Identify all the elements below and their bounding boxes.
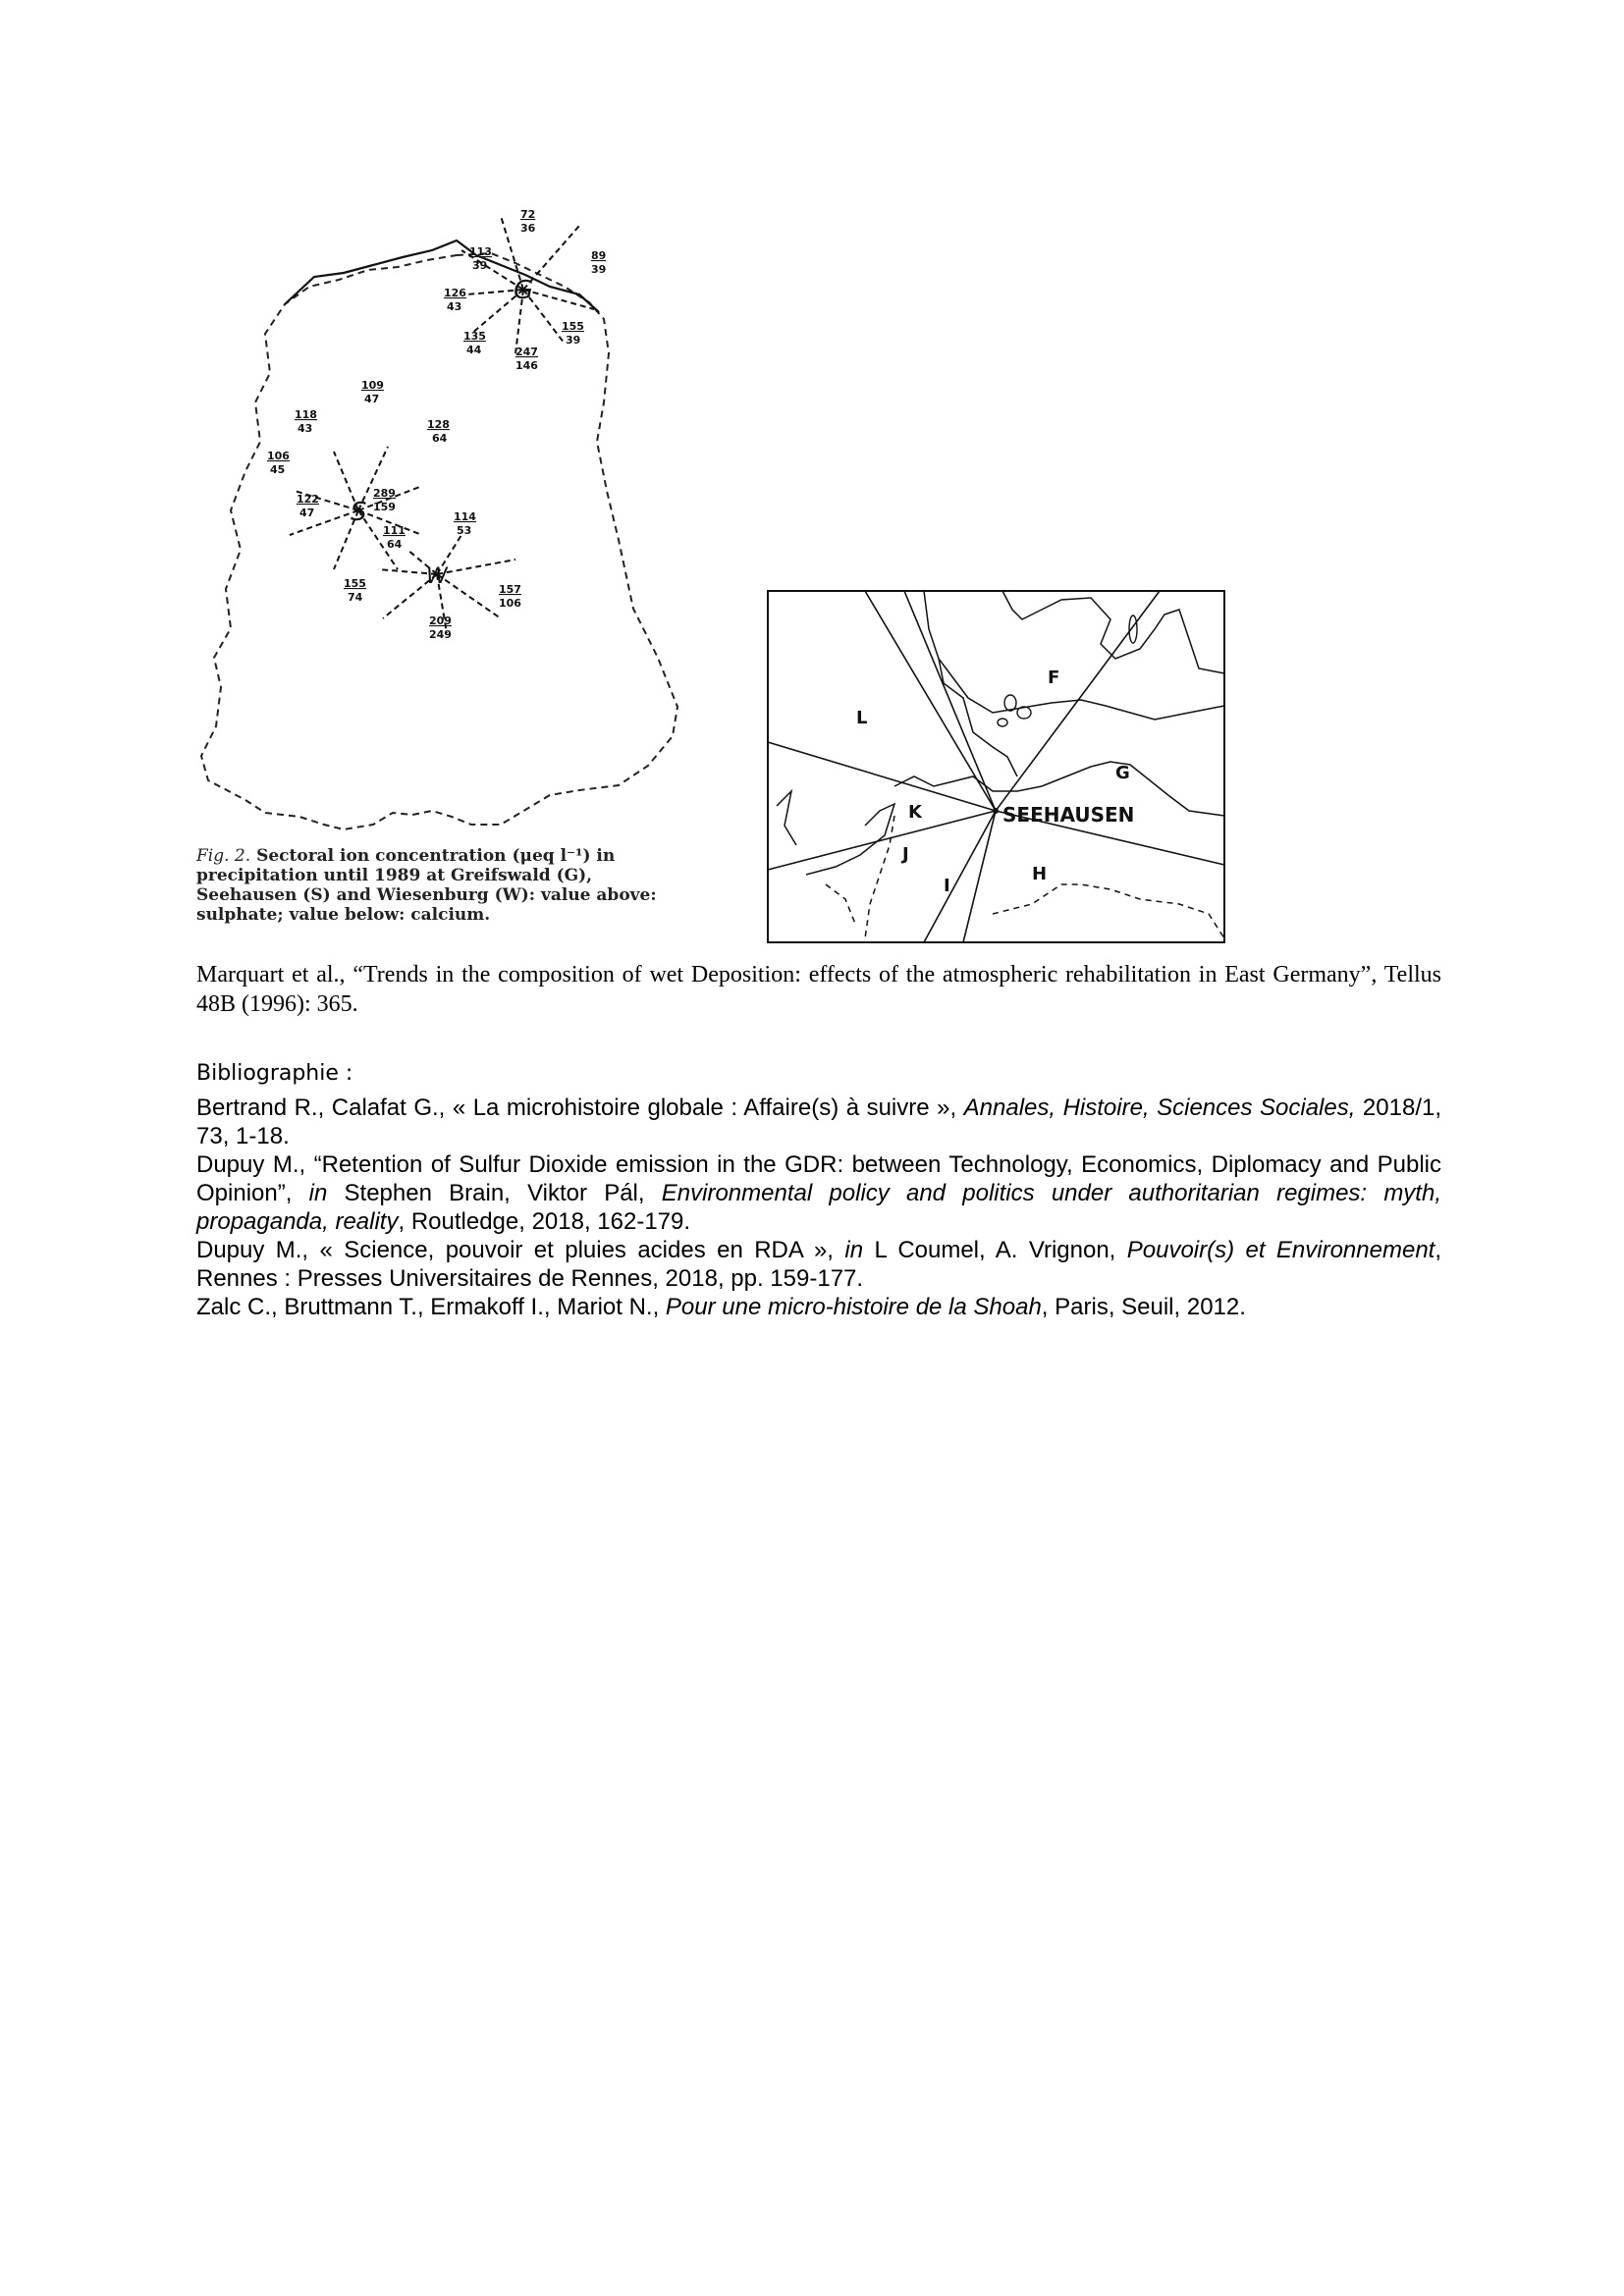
w-value-above: 155: [344, 577, 366, 590]
w-value-below: 64: [387, 538, 403, 551]
sector-map-figure: [187, 196, 717, 849]
w-value-below: 53: [457, 524, 472, 537]
bibliography-entry: [196, 1094, 1441, 1150]
map-frame: [768, 591, 1224, 942]
station-letter-g: G: [514, 276, 534, 305]
bibliography-entry: [196, 1236, 1441, 1293]
entry-text: L Coumel, A. Vrignon,: [863, 1237, 1127, 1263]
entry-text: Dupuy M., “Retention of Sulfur Dioxide emission in the GDR: between Technology, Economics, Diplomacy and Public Opinion”,: [196, 1151, 1441, 1206]
sector-letter-k: K: [908, 802, 922, 823]
entry-text: , Paris, Seuil, 2012.: [1041, 1294, 1246, 1320]
seehausen-sector-map: [767, 590, 1225, 943]
g-value-below: 39: [566, 334, 581, 347]
figure-caption: [196, 846, 687, 925]
s-value-below: 47: [364, 393, 380, 405]
s-value-below: 45: [270, 463, 286, 476]
s-value-above: 106: [267, 450, 290, 462]
entry-title: Pouvoir(s) et Environnement: [1126, 1237, 1435, 1263]
country-border: [201, 253, 677, 829]
entry-text: , Routledge, 2018, 162-179.: [398, 1208, 691, 1235]
s-value-above: 122: [297, 493, 319, 506]
w-value-above: 111: [383, 524, 406, 537]
g-value-above: 135: [463, 330, 486, 343]
entry-text: Dupuy M., « Science, pouvoir et pluies acides en RDA »,: [196, 1237, 845, 1263]
sector-letter-l: L: [856, 708, 868, 728]
g-value-above: 89: [591, 249, 607, 262]
bibliography-entry: [196, 1150, 1441, 1236]
w-value-above: 157: [499, 583, 521, 596]
sector-letter-f: F: [1048, 667, 1060, 688]
s-value-below: 159: [373, 501, 396, 513]
entry-text: 2018/1, 73, 1-18.: [196, 1095, 1442, 1149]
figure-source-citation: Marquart et al., “Trends in the composition of wet Deposition: effects of the atmospheric rehabilitation in East Germany”, Tellus 48B (1996): 365.: [196, 962, 1441, 1017]
s-value-below: 47: [299, 507, 315, 519]
sector-letter-h: H: [1032, 864, 1048, 884]
entry-text: Stephen Brain, Viktor Pál,: [327, 1180, 662, 1206]
figure-caption-label: Fig. 2.: [196, 846, 251, 866]
s-value-above: 128: [427, 418, 450, 431]
g-value-below: 39: [591, 263, 607, 276]
s-value-below: 64: [432, 432, 448, 445]
entry-text: Zalc C., Bruttmann T., Ermakoff I., Mariot N.,: [196, 1294, 666, 1320]
w-value-above: 114: [454, 510, 476, 523]
sector-letter-j: J: [902, 844, 909, 865]
s-value-above: 109: [361, 379, 384, 392]
sector-letter-g: G: [1115, 763, 1130, 783]
bibliography-list: [196, 1094, 1441, 1321]
entry-in: in: [308, 1180, 328, 1206]
seehausen-label: SEEHAUSEN: [1002, 803, 1135, 827]
g-value-above: 155: [562, 320, 584, 333]
g-value-above: 126: [444, 287, 466, 299]
seehausen-map: [767, 590, 1225, 943]
figure-caption-text: Sectoral ion concentration (μeq l⁻¹) in precipitation until 1989 at Greifswald (G), Seehausen (S) and Wiesenburg (W): value above: sulphate; value below: calcium.: [196, 846, 657, 925]
w-value-below: 106: [499, 597, 521, 610]
g-value-below: 43: [447, 300, 462, 313]
entry-text: Bertrand R., Calafat G., « La microhistoire globale : Affaire(s) à suivre »,: [196, 1095, 964, 1121]
bibliography-entry: [196, 1293, 1441, 1321]
station-letter-w: W: [426, 564, 448, 589]
s-value-above: 289: [373, 487, 396, 500]
w-value-below: 74: [348, 591, 363, 604]
g-value-above: 113: [469, 245, 492, 258]
g-value-below: 39: [472, 259, 488, 272]
w-value-below: 249: [429, 628, 452, 641]
bibliography-heading: Bibliographie :: [196, 1061, 353, 1086]
entry-in: in: [844, 1237, 864, 1263]
seehausen-point: [993, 808, 999, 814]
station-letter-s: S: [351, 498, 367, 527]
entry-title: Environmental policy and politics under authoritarian regimes: myth, propaganda, reality: [196, 1180, 1441, 1235]
entry-title: Annales, Histoire, Sciences Sociales,: [963, 1095, 1356, 1121]
g-value-below: 44: [466, 344, 482, 356]
coastline: [285, 240, 599, 312]
s-value-below: 43: [298, 422, 313, 435]
g-value-above: 247: [515, 346, 538, 358]
east-germany-map: [187, 196, 717, 849]
g-value-above: 72: [520, 208, 536, 221]
w-value-above: 209: [429, 614, 452, 627]
sector-letter-i: I: [944, 876, 950, 896]
entry-title: Pour une micro-histoire de la Shoah: [665, 1294, 1042, 1320]
entry-text: , Rennes : Presses Universitaires de Rennes, 2018, pp. 159-177.: [196, 1237, 1442, 1292]
g-value-below: 36: [520, 222, 536, 235]
s-value-above: 118: [295, 408, 317, 421]
g-value-below: 146: [515, 359, 538, 372]
